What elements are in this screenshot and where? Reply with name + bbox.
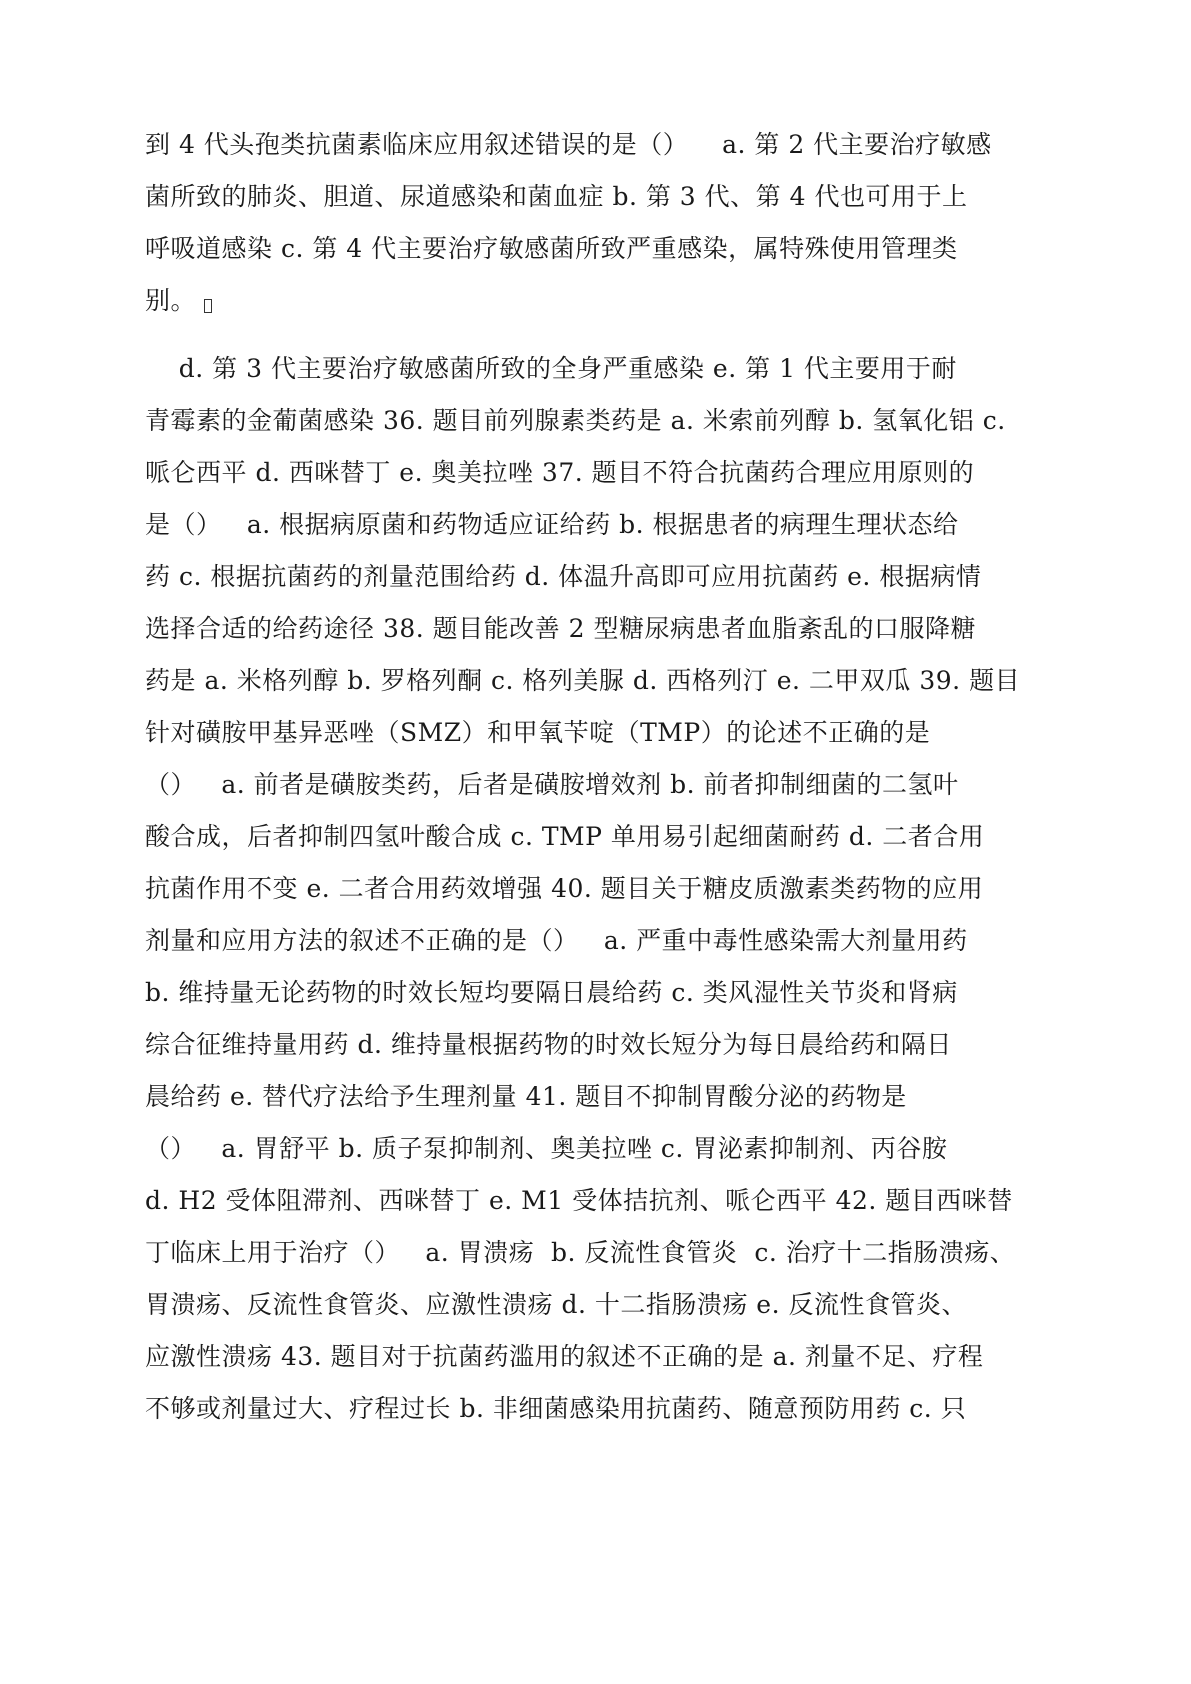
text-line: d. 第 3 代主要治疗敏感菌所致的全身严重感染 e. 第 1 代主要用于耐 (145, 354, 957, 383)
text-line (145, 286, 212, 316)
text-line: 选择合适的给药途径 38. 题目能改善 2 型糖尿病患者血脂紊乱的口服降糖 (145, 614, 976, 643)
text-line: （） a. 胃舒平 b. 质子泵抑制剂、奥美拉唑 c. 胃泌素抑制剂、丙谷胺 (145, 1134, 948, 1163)
text-line: 丁临床上用于治疗（） a. 胃溃疡 b. 反流性食管炎 c. 治疗十二指肠溃疡、 (145, 1238, 1016, 1267)
text-line: 不够或剂量过大、疗程过长 b. 非细菌感染用抗菌药、随意预防用药 c. 只 (145, 1394, 967, 1423)
text-line: （） a. 前者是磺胺类药，后者是磺胺增效剂 b. 前者抑制细菌的二氢叶 (145, 770, 959, 799)
text-line: 是（） a. 根据病原菌和药物适应证给药 b. 根据患者的病理生理状态给 (145, 510, 959, 539)
text-line: 剂量和应用方法的叙述不正确的是（） a. 严重中毒性感染需大剂量用药 (145, 926, 968, 955)
text-line-content: 别。 (145, 286, 197, 315)
text-line: 综合征维持量用药 d. 维持量根据药物的时效长短分为每日晨给药和隔日 (145, 1030, 952, 1059)
text-line: 呼吸道感染 c. 第 4 代主要治疗敏感菌所致严重感染，属特殊使用管理类 (145, 234, 958, 263)
text-line: 抗菌作用不变 e. 二者合用药效增强 40. 题目关于糖皮质激素类药物的应用 (145, 874, 984, 903)
missing-glyph-icon (204, 299, 212, 313)
text-line: 哌仑西平 d. 西咪替丁 e. 奥美拉唑 37. 题目不符合抗菌药合理应用原则的 (145, 458, 975, 487)
text-line: 胃溃疡、反流性食管炎、应激性溃疡 d. 十二指肠溃疡 e. 反流性食管炎、 (145, 1290, 967, 1319)
text-line: 晨给药 e. 替代疗法给予生理剂量 41. 题目不抑制胃酸分泌的药物是 (145, 1082, 907, 1111)
text-line: d. H2 受体阻滞剂、西咪替丁 e. M1 受体拮抗剂、哌仑西平 42. 题目西咪替 (145, 1186, 1013, 1215)
text-line: 青霉素的金葡菌感染 36. 题目前列腺素类药是 a. 米索前列醇 b. 氢氧化铝 c. (145, 406, 1006, 435)
text-line: 药是 a. 米格列醇 b. 罗格列酮 c. 格列美脲 d. 西格列汀 e. 二甲双瓜 39. 题目 (145, 666, 1021, 695)
text-line: 针对磺胺甲基异恶唑（SMZ）和甲氧苄啶（TMP）的论述不正确的是 (145, 718, 931, 747)
text-line: 菌所致的肺炎、胆道、尿道感染和菌血症 b. 第 3 代、第 4 代也可用于上 (145, 182, 968, 211)
text-line: 应激性溃疡 43. 题目对于抗菌药滥用的叙述不正确的是 a. 剂量不足、疗程 (145, 1342, 984, 1371)
text-line: 酸合成，后者抑制四氢叶酸合成 c. TMP 单用易引起细菌耐药 d. 二者合用 (145, 822, 985, 851)
text-line: 药 c. 根据抗菌药的剂量范围给药 d. 体温升高即可应用抗菌药 e. 根据病情 (145, 562, 982, 591)
text-line: b. 维持量无论药物的时效长短均要隔日晨给药 c. 类风湿性关节炎和肾病 (145, 978, 958, 1007)
text-line: 到 4 代头孢类抗菌素临床应用叙述错误的是（） a. 第 2 代主要治疗敏感 (145, 130, 992, 159)
